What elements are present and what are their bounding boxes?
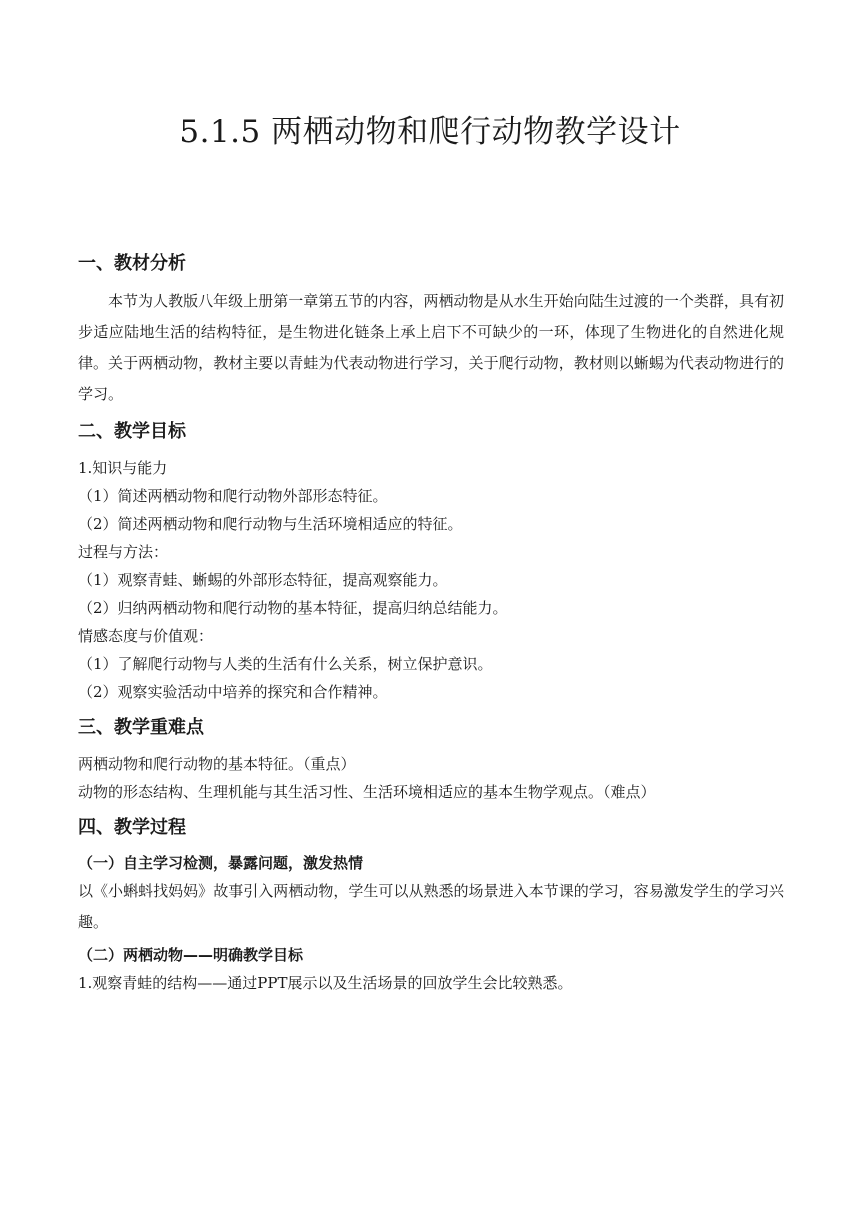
goal-line: （2）简述两栖动物和爬行动物与生活环境相适应的特征。 bbox=[78, 515, 463, 533]
goal-line: （2）观察实验活动中培养的探究和合作精神。 bbox=[78, 683, 388, 701]
section-textbook-analysis bbox=[78, 248, 784, 410]
goal-line: 情感态度与价值观： bbox=[78, 627, 214, 645]
section-teaching-process bbox=[78, 812, 784, 999]
key-point-line: 两栖动物和爬行动物的基本特征。（重点） bbox=[78, 755, 356, 773]
goal-line: （1）了解爬行动物与人类的生活有什么关系，树立保护意识。 bbox=[78, 655, 493, 673]
document-body bbox=[78, 248, 784, 999]
subsection-heading: （二）两栖动物——明确教学目标 bbox=[78, 946, 304, 964]
difficulty-line: 动物的形态结构、生理机能与其生活习性、生活环境相适应的基本生物学观点。（难点） bbox=[78, 783, 656, 801]
section-teaching-goals bbox=[78, 416, 784, 706]
goal-line: （2）归纳两栖动物和爬行动物的基本特征，提高归纳总结能力。 bbox=[78, 599, 508, 617]
section-heading: 二、教学目标 bbox=[78, 421, 186, 442]
document-title: 5.1.5 两栖动物和爬行动物教学设计 bbox=[179, 114, 681, 150]
subsection-paragraph: 1.观察青蛙的结构——通过PPT展示以及生活场景的回放学生会比较熟悉。 bbox=[78, 974, 573, 992]
goal-line: 1.知识与能力 bbox=[78, 459, 168, 477]
section-heading: 三、教学重难点 bbox=[78, 717, 204, 738]
section-heading: 一、教材分析 bbox=[78, 253, 186, 274]
subsection-heading: （一）自主学习检测，暴露问题，激发热情 bbox=[78, 854, 364, 872]
section-key-difficulties bbox=[78, 712, 784, 806]
goal-line: 过程与方法： bbox=[78, 543, 169, 561]
subsection-paragraph: 以《小蝌蚪找妈妈》故事引入两栖动物，学生可以从熟悉的场景进入本节课的学习，容易激发学生的学习兴趣。 bbox=[78, 882, 784, 931]
goal-line: （1）简述两栖动物和爬行动物外部形态特征。 bbox=[78, 487, 388, 505]
section-heading: 四、教学过程 bbox=[78, 817, 186, 838]
section-paragraph: 本节为人教版八年级上册第一章第五节的内容，两栖动物是从水生开始向陆生过渡的一个类群，具有初步适应陆地生活的结构特征，是生物进化链条上承上启下不可缺少的一环，体现了生物进化的自然进化规律。关于两栖动物，教材主要以青蛙为代表动物进行学习，关于爬行动物，教材则以蜥蜴为代表动物进行的学习。 bbox=[78, 292, 784, 403]
goal-line: （1）观察青蛙、蜥蜴的外部形态特征，提高观察能力。 bbox=[78, 571, 448, 589]
